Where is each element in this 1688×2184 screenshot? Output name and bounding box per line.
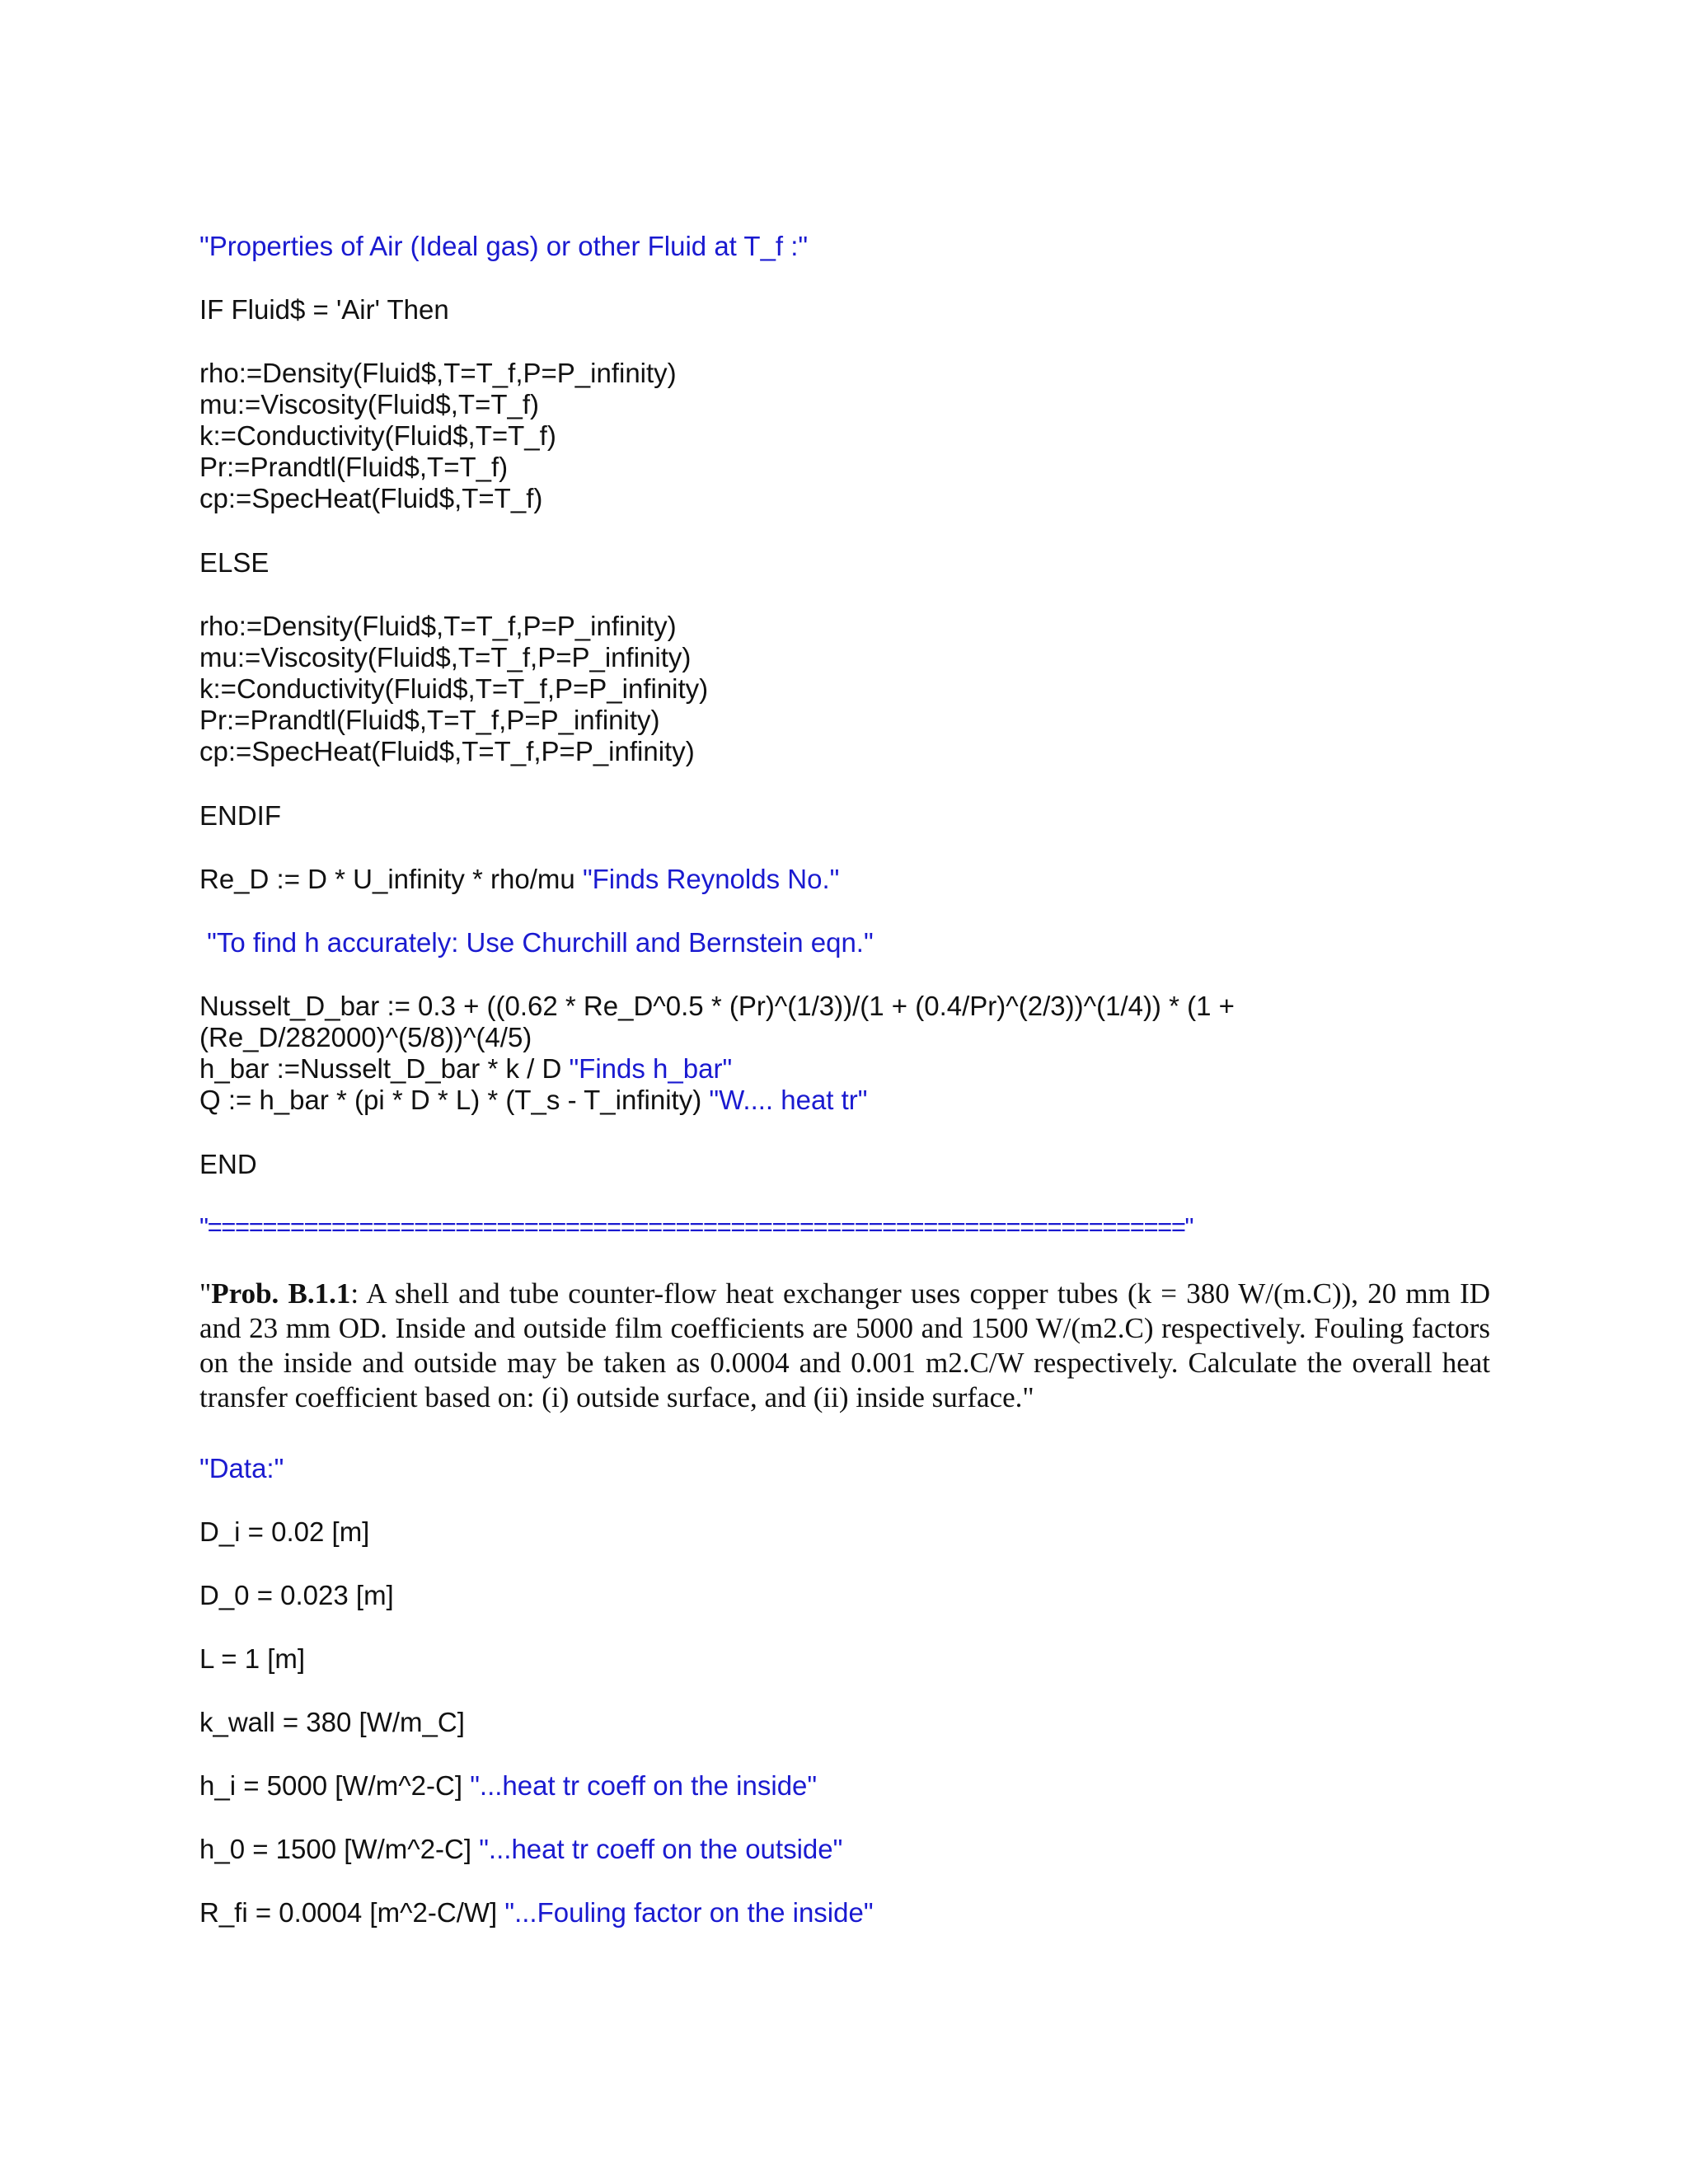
air-viscosity-line: mu:=Viscosity(Fluid$,T=T_f) — [199, 389, 540, 419]
reynolds-comment: "Finds Reynolds No." — [582, 864, 840, 894]
data-line-hi — [199, 1769, 817, 1802]
other-specheat-line: cp:=SpecHeat(Fluid$,T=T_f,P=P_infinity) — [199, 736, 695, 766]
other-density-line: rho:=Density(Fluid$,T=T_f,P=P_infinity) — [199, 611, 677, 641]
rfi-comment: "...Fouling factor on the inside" — [504, 1897, 874, 1928]
rfi-code: R_fi = 0.0004 [m^2-C/W] — [199, 1897, 505, 1928]
if-statement: IF Fluid$ = 'Air' Then — [199, 294, 449, 325]
other-viscosity-line: mu:=Viscosity(Fluid$,T=T_f,P=P_infinity) — [199, 642, 692, 673]
heat-rate-code: Q := h_bar * (pi * D * L) * (T_s - T_infinity) — [199, 1085, 710, 1115]
nusselt-line-1: Nusselt_D_bar := 0.3 + ((0.62 * Re_D^0.5 * (Pr)^(1/3))/(1 + (0.4/Pr)^(2/3))^(1/4)) * (1 + — [199, 991, 1235, 1021]
endif-statement: ENDIF — [199, 800, 281, 831]
problem-text: : A shell and tube counter-flow heat exchanger uses copper tubes (k = 380 W/(m.C)), 20 mm ID and 23 mm OD. Inside and outside film coefficients are 5000 and 1500 W/(m2.C) respectively. Fouling factors on the inside and outside may be taken as 0.0004 and 0.001 m2.C/W respectively. Calculate the overall heat transfer coefficient based on: (i) outside surface, and (ii) inside surface." — [199, 1277, 1490, 1413]
air-density-line: rho:=Density(Fluid$,T=T_f,P=P_infinity) — [199, 358, 677, 388]
ho-comment: "...heat tr coeff on the outside" — [479, 1834, 843, 1864]
hi-code: h_i = 5000 [W/m^2-C] — [199, 1770, 471, 1801]
ho-code: h_0 = 1500 [W/m^2-C] — [199, 1834, 480, 1864]
data-line-kwall: k_wall = 380 [W/m_C] — [199, 1707, 465, 1737]
data-line-do: D_0 = 0.023 [m] — [199, 1580, 394, 1610]
air-prandtl-line: Pr:=Prandtl(Fluid$,T=T_f) — [199, 452, 509, 482]
other-conductivity-line: k:=Conductivity(Fluid$,T=T_f,P=P_infinity) — [199, 673, 709, 704]
data-line-di: D_i = 0.02 [m] — [199, 1516, 370, 1547]
separator-line: "=======================================================================" — [199, 1212, 1193, 1241]
problem-label: Prob. B.1.1 — [211, 1277, 351, 1310]
hi-comment: "...heat tr coeff on the inside" — [470, 1770, 818, 1801]
data-line-l: L = 1 [m] — [199, 1643, 306, 1674]
churchill-comment: "To find h accurately: Use Churchill and Bernstein eqn." — [199, 927, 874, 958]
hbar-code: h_bar :=Nusselt_D_bar * k / D — [199, 1053, 570, 1084]
air-specheat-line: cp:=SpecHeat(Fluid$,T=T_f) — [199, 483, 543, 513]
end-statement: END — [199, 1149, 257, 1179]
properties-comment: "Properties of Air (Ideal gas) or other Fluid at T_f :" — [199, 231, 809, 261]
data-line-rfi — [199, 1896, 874, 1929]
hbar-line — [199, 1052, 732, 1085]
else-statement: ELSE — [199, 547, 270, 578]
hbar-comment: "Finds h_bar" — [569, 1053, 733, 1084]
problem-statement — [199, 1277, 1490, 1415]
problem-open-quote: " — [199, 1277, 212, 1310]
nusselt-line-2: (Re_D/282000)^(5/8))^(4/5) — [199, 1022, 532, 1052]
heat-rate-line — [199, 1084, 868, 1117]
data-comment: "Data:" — [199, 1453, 284, 1483]
data-line-ho — [199, 1833, 842, 1866]
other-prandtl-line: Pr:=Prandtl(Fluid$,T=T_f,P=P_infinity) — [199, 705, 660, 735]
reynolds-code: Re_D := D * U_infinity * rho/mu — [199, 864, 583, 894]
heat-rate-comment: "W.... heat tr" — [709, 1085, 868, 1115]
reynolds-line — [199, 863, 839, 896]
air-conductivity-line: k:=Conductivity(Fluid$,T=T_f) — [199, 420, 556, 451]
